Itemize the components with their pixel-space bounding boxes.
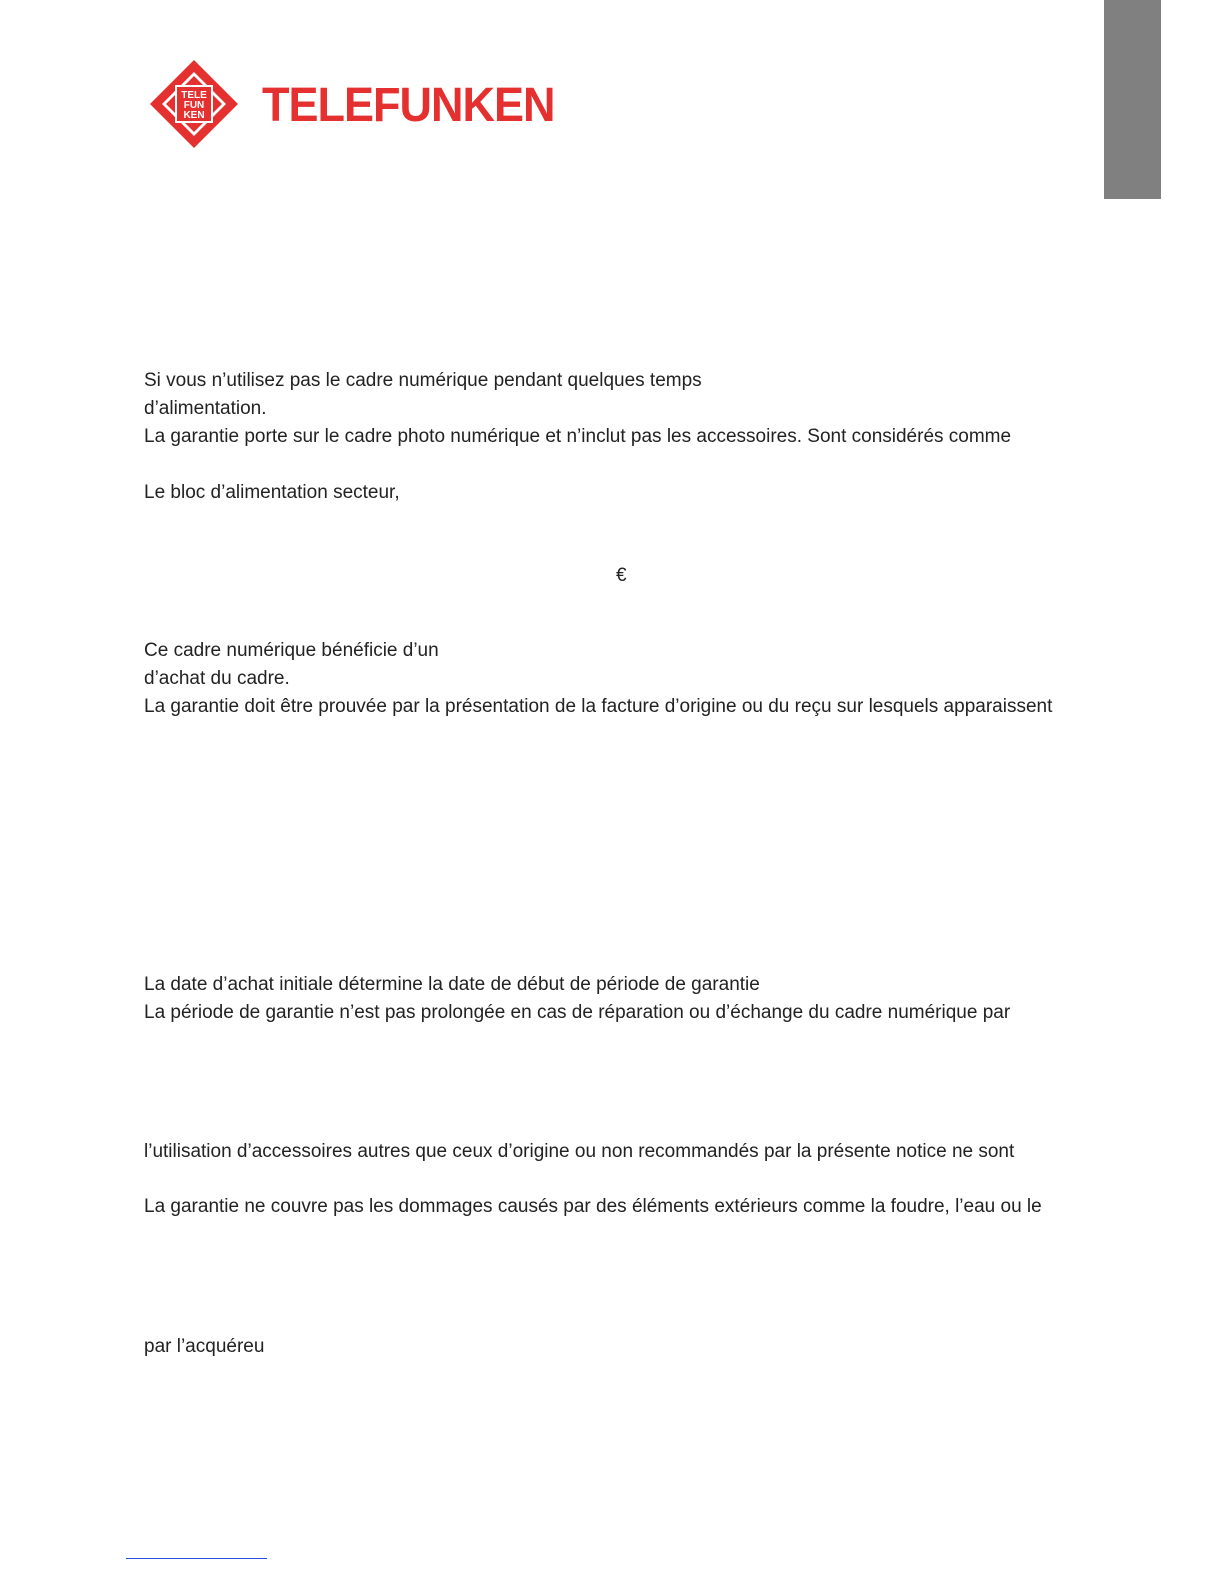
euro-symbol: € xyxy=(616,565,627,586)
text-line-1: Si vous n’utilisez pas le cadre numérique pendant quelques temps xyxy=(144,370,702,391)
text-line-10: l’utilisation d’accessoires autres que ceux d’origine ou non recommandés par la présente notice ne sont xyxy=(144,1141,1015,1162)
brand-name: TELEFUNKEN xyxy=(262,76,555,132)
side-tab xyxy=(1104,0,1161,199)
text-line-11: La garantie ne couvre pas les dommages causés par des éléments extérieurs comme la foudre, l’eau ou le xyxy=(144,1196,1042,1217)
emblem-line-3: KEN xyxy=(183,110,205,121)
text-line-2: d’alimentation. xyxy=(144,398,267,419)
emblem-line-2: FUN xyxy=(183,100,205,111)
text-line-9: La période de garantie n’est pas prolongée en cas de réparation ou d’échange du cadre numérique par xyxy=(144,1002,1011,1023)
emblem-line-1: TELE xyxy=(181,90,207,101)
text-line-8: La date d’achat initiale détermine la date de début de période de garantie xyxy=(144,974,760,995)
footer-rule xyxy=(126,1558,267,1559)
text-line-5: Ce cadre numérique bénéficie d’un xyxy=(144,640,439,661)
text-line-12: par l’acquéreu xyxy=(144,1336,265,1357)
text-line-7: La garantie doit être prouvée par la présentation de la facture d’origine ou du reçu sur lesquels apparaissent xyxy=(144,696,1053,717)
text-line-3: La garantie porte sur le cadre photo numérique et n’inclut pas les accessoires. Sont considérés comme xyxy=(144,426,1012,447)
text-line-6: d’achat du cadre. xyxy=(144,668,290,689)
telefunken-emblem-icon xyxy=(148,58,240,150)
text-line-4: Le bloc d’alimentation secteur, xyxy=(144,482,400,503)
